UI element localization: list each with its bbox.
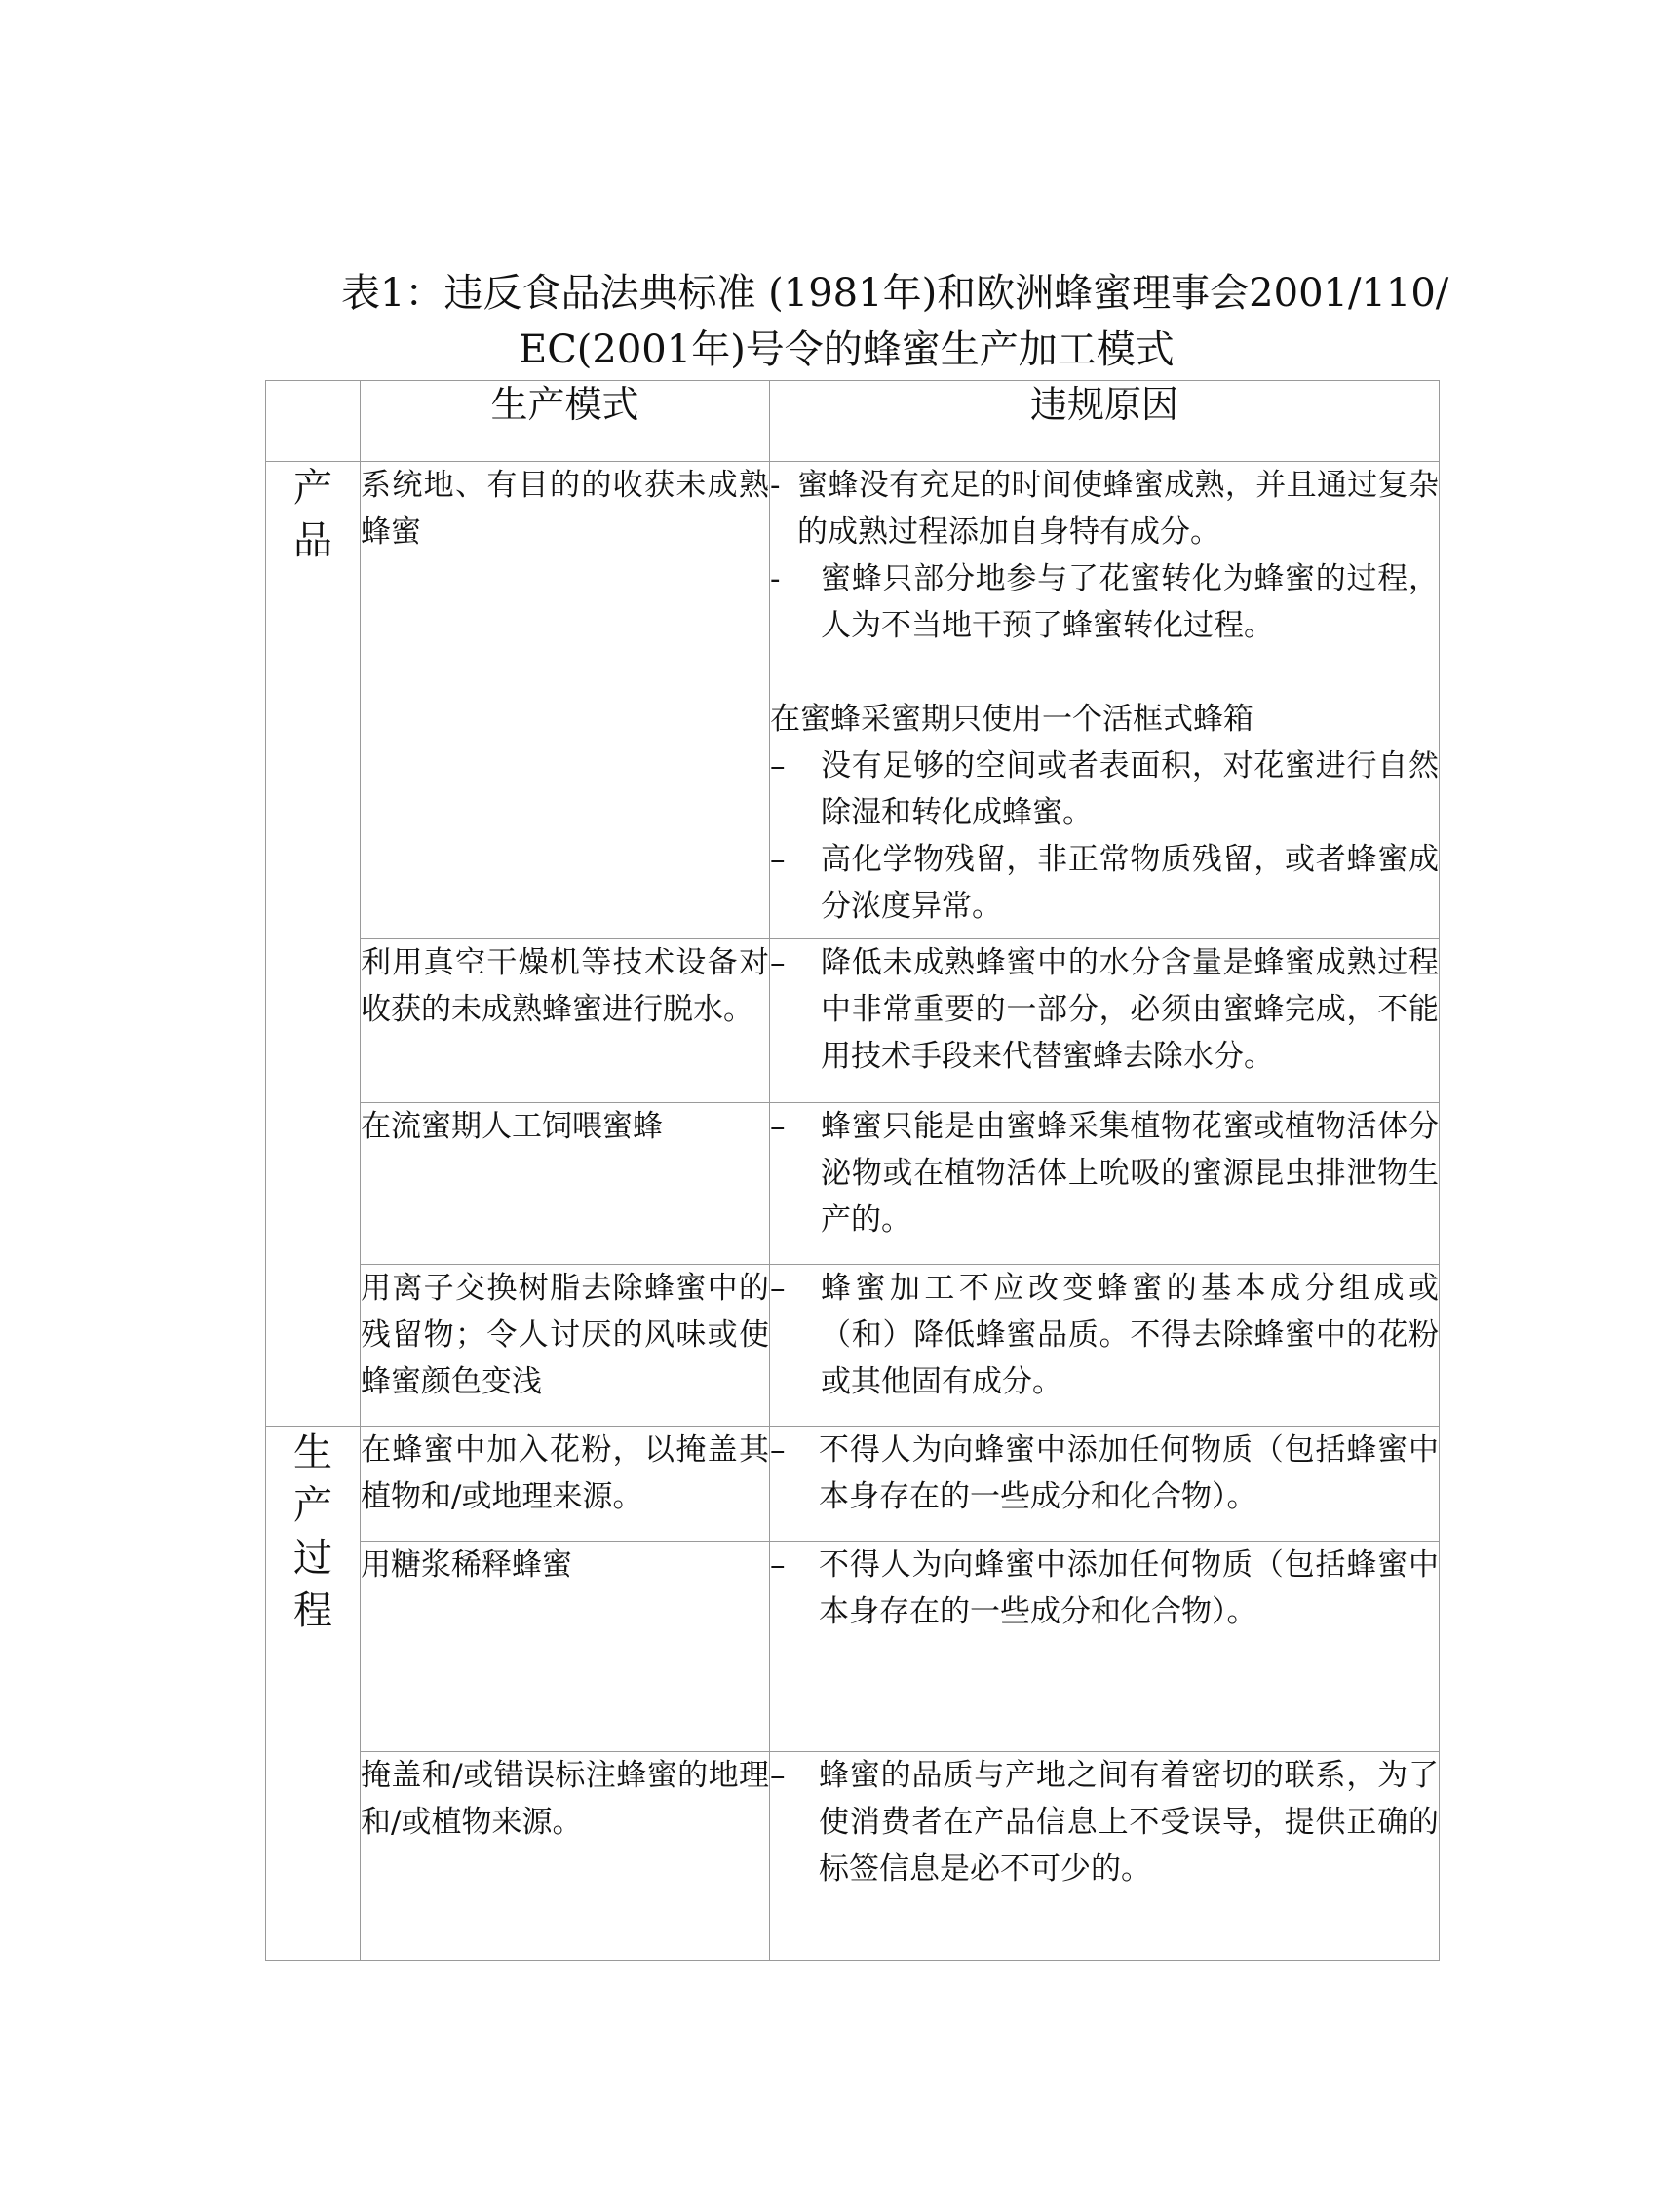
reason-cell: [770, 939, 1440, 1103]
mode-cell: 在流蜜期人工饲喂蜜蜂: [361, 1103, 770, 1265]
reason-bullet: [770, 743, 1439, 836]
reason-cell: [770, 1752, 1440, 1961]
reason-bullet: [770, 462, 1439, 555]
bullet-text: 蜂蜜的品质与产地之间有着密切的联系，为了使消费者在产品信息上不受误导，提供正确的标签信息是必不可少的。: [819, 1758, 1439, 1887]
bullet-text: 高化学物残留，非正常物质残留，或者蜂蜜成分浓度异常。: [821, 842, 1439, 924]
reason-cell: [770, 1103, 1440, 1265]
reason-bullet: [770, 836, 1439, 930]
bullet-text: 蜜蜂只部分地参与了花蜜转化为蜂蜜的过程，人为不当地干预了蜂蜜转化过程。: [821, 561, 1439, 643]
mode-cell: 系统地、有目的的收获未成熟蜂蜜: [361, 462, 770, 939]
mode-cell: 在蜂蜜中加入花粉，以掩盖其植物和/或地理来源。: [361, 1427, 770, 1542]
table-row: [266, 462, 1440, 939]
bullet-text: 蜜蜂没有充足的时间使蜂蜜成熟，并且通过复杂的成熟过程添加自身特有成分。: [797, 468, 1439, 550]
title-line-1: 表1：违反食品法典标准 (1981年)和欧洲蜂蜜理事会2001/110/: [341, 271, 1449, 316]
reason-bullet: [770, 555, 1439, 649]
bullet-text: 降低未成熟蜂蜜中的水分含量是蜂蜜成熟过程中非常重要的一部分，必须由蜜蜂完成，不能用技术手段来代替蜜蜂去除水分。: [821, 945, 1439, 1074]
bullet-text: 蜂蜜加工不应改变蜂蜜的基本成分组成或（和）降低蜂蜜品质。不得去除蜂蜜中的花粉或其他固有成分。: [821, 1271, 1439, 1399]
reason-bullet: [770, 939, 1439, 1080]
table-title: [263, 265, 1452, 378]
reason-bullet: [770, 1427, 1439, 1520]
bullet-text: 没有足够的空间或者表面积，对花蜜进行自然除湿和转化成蜂蜜。: [821, 748, 1439, 830]
category-char: 过: [293, 1536, 332, 1581]
table-row: [266, 1752, 1440, 1961]
header-violation-reason: 违规原因: [770, 381, 1440, 462]
bullet-dash: –: [770, 945, 786, 980]
spacer: [770, 649, 1439, 696]
bullet-dash: –: [770, 748, 786, 783]
reason-cell: [770, 1542, 1440, 1752]
category-product: [266, 462, 361, 1427]
reason-bullet: [770, 1542, 1439, 1635]
reason-cell: [770, 1265, 1440, 1427]
mode-cell: 用离子交换树脂去除蜂蜜中的残留物；令人讨厌的风味或使蜂蜜颜色变浅: [361, 1265, 770, 1427]
bullet-dash: –: [770, 1271, 786, 1306]
table-row: [266, 1103, 1440, 1265]
bullet-text: 不得人为向蜂蜜中添加任何物质（包括蜂蜜中本身存在的一些成分和化合物）。: [819, 1432, 1439, 1514]
table-row: [266, 1265, 1440, 1427]
reason-cell: [770, 462, 1440, 939]
bullet-text: 蜂蜜只能是由蜜蜂采集植物花蜜或植物活体分泌物或在植物活体上吮吸的蜜源昆虫排泄物生产的。: [821, 1109, 1439, 1238]
mode-cell: 掩盖和/或错误标注蜂蜜的地理和/或植物来源。: [361, 1752, 770, 1961]
category-char: 生: [293, 1430, 332, 1475]
bullet-dash: –: [770, 842, 786, 877]
category-char: 产: [293, 1483, 332, 1528]
category-char: 产: [293, 466, 332, 511]
table-row: [266, 1427, 1440, 1542]
mode-cell: 用糖浆稀释蜂蜜: [361, 1542, 770, 1752]
reason-bullet: [770, 1752, 1439, 1892]
table-row: [266, 939, 1440, 1103]
bullet-dash: –: [770, 1758, 786, 1793]
category-char: 程: [293, 1588, 332, 1633]
category-production-process: [266, 1427, 361, 1961]
reason-subheading: 在蜜蜂采蜜期只使用一个活框式蜂箱: [770, 702, 1253, 737]
bullet-text: 不得人为向蜂蜜中添加任何物质（包括蜂蜜中本身存在的一些成分和化合物）。: [819, 1547, 1439, 1629]
bullet-dash: -: [770, 561, 781, 596]
bullet-dash: –: [770, 1432, 786, 1468]
bullet-dash: –: [770, 1109, 786, 1144]
mode-cell: 利用真空干燥机等技术设备对收获的未成熟蜂蜜进行脱水。: [361, 939, 770, 1103]
bullet-dash: –: [770, 1547, 786, 1583]
category-char: 品: [293, 518, 332, 563]
honey-production-table: [265, 380, 1440, 1961]
header-production-mode: 生产模式: [361, 381, 770, 462]
bullet-dash: -: [770, 468, 781, 503]
reason-bullet: [770, 1265, 1439, 1405]
table-header-row: [266, 381, 1440, 462]
reason-cell: [770, 1427, 1440, 1542]
reason-bullet: [770, 1103, 1439, 1243]
table-row: [266, 1542, 1440, 1752]
title-line-2: EC(2001年)号令的蜂蜜生产加工模式: [519, 327, 1175, 372]
header-cell-empty: [266, 381, 361, 462]
